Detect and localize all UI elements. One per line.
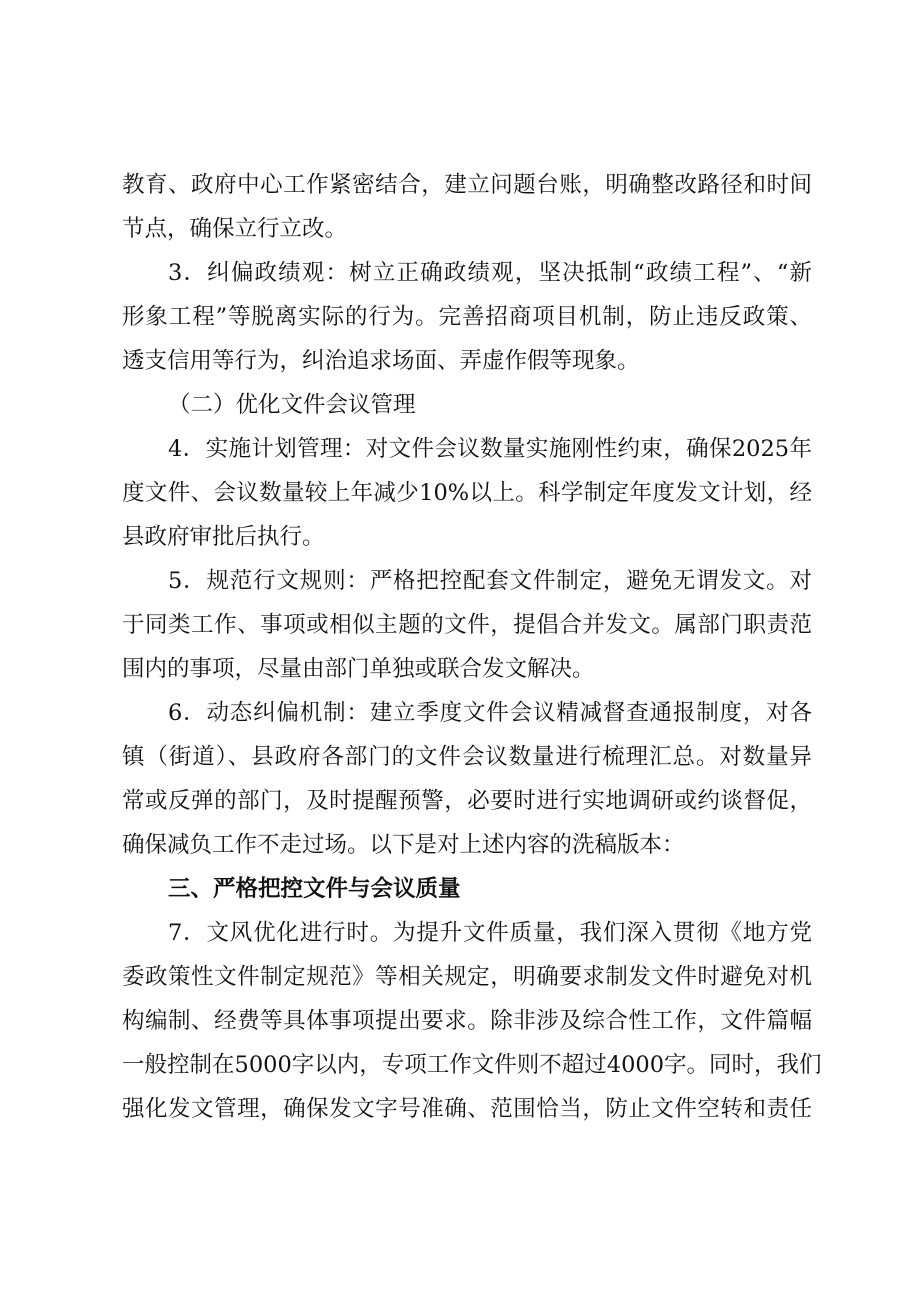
paragraph-line: 强化发文管理，确保发文字号准确、范围恰当，防止文件空转和责任 bbox=[122, 1096, 812, 1122]
paragraph-line: 委政策性文件制定规范》等相关规定，明确要求制发文件时避免对机 bbox=[122, 964, 812, 990]
paragraph-line: 教育、政府中心工作紧密结合，建立问题台账，明确整改路径和时间 bbox=[122, 172, 812, 198]
paragraph-line: 3．纠偏政绩观：树立正确政绩观，坚决抵制“政绩工程”、“新 bbox=[168, 260, 812, 286]
paragraph-line: 一般控制在5000字以内，专项工作文件则不超过4000字。同时，我们 bbox=[122, 1052, 822, 1078]
paragraph-line: 镇（街道）、县政府各部门的文件会议数量进行梳理汇总。对数量异 bbox=[122, 744, 812, 770]
section-heading: 三、严格把控文件与会议质量 bbox=[168, 876, 461, 902]
paragraph-line: 围内的事项，尽量由部门单独或联合发文解决。 bbox=[122, 656, 595, 682]
paragraph-line: 形象工程”等脱离实际的行为。完善招商项目机制，防止违反政策、 bbox=[122, 304, 812, 330]
paragraph-line: 5．规范行文规则：严格把控配套文件制定，避免无谓发文。对 bbox=[168, 568, 812, 594]
subheading: （二）优化文件会议管理 bbox=[168, 392, 416, 418]
paragraph-line: 6．动态纠偏机制：建立季度文件会议精减督查通报制度，对各 bbox=[168, 700, 812, 726]
paragraph-line: 度文件、会议数量较上年减少10%以上。科学制定年度发文计划，经 bbox=[122, 480, 812, 506]
paragraph-line: 确保减负工作不走过场。以下是对上述内容的洗稿版本： bbox=[122, 832, 685, 858]
paragraph-line: 常或反弹的部门，及时提醒预警，必要时进行实地调研或约谈督促， bbox=[122, 788, 812, 814]
paragraph-line: 于同类工作、事项或相似主题的文件，提倡合并发文。属部门职责范 bbox=[122, 612, 812, 638]
paragraph-line: 构编制、经费等具体事项提出要求。除非涉及综合性工作，文件篇幅 bbox=[122, 1008, 812, 1034]
paragraph-line: 节点，确保立行立改。 bbox=[122, 216, 348, 242]
paragraph-line: 县政府审批后执行。 bbox=[122, 524, 325, 550]
paragraph-line: 透支信用等行为，纠治追求场面、弄虚作假等现象。 bbox=[122, 348, 640, 374]
paragraph-line: 4．实施计划管理：对文件会议数量实施刚性约束，确保2025年 bbox=[168, 436, 812, 462]
paragraph-line: 7．文风优化进行时。为提升文件质量，我们深入贯彻《地方党 bbox=[168, 920, 812, 946]
